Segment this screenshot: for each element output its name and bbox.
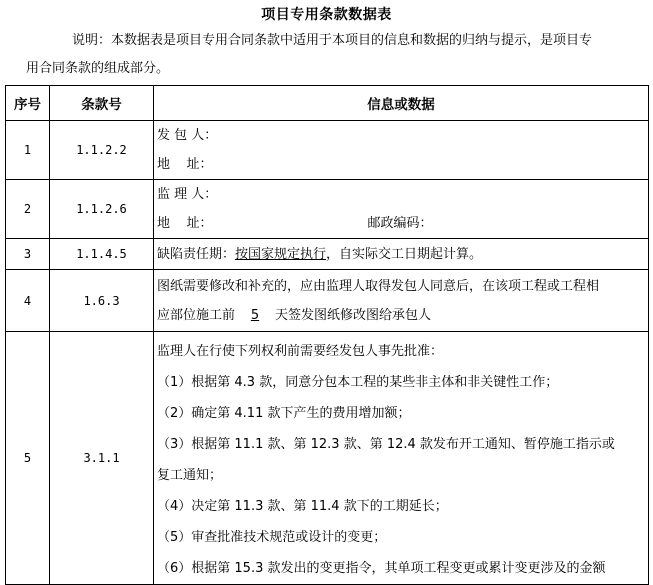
row-info: [154, 121, 649, 180]
drawing-revision-prefix: 应部位施工前: [157, 307, 236, 323]
table-row: [6, 239, 649, 270]
table-row: [6, 332, 649, 585]
header-clause-no: 条款号: [50, 86, 154, 121]
description-line-1: 说明：本数据表是项目专用合同条款中适用于本项目的信息和数据的归纳与提示，是项目专: [72, 33, 593, 48]
drawing-revision-days: 5: [250, 307, 260, 323]
approval-item: （4）决定第 11.3 款、第 11.4 款下的工期延长；: [157, 499, 448, 514]
defect-period-value: 按国家规定执行: [235, 246, 327, 262]
row-serial-no: 4: [6, 270, 50, 332]
approval-item: （2）确定第 4.11 款下产生的费用增加额；: [157, 406, 411, 421]
defect-period-line: [157, 240, 648, 269]
document-title: 项目专用条款数据表: [261, 7, 392, 23]
supervisor-label: 监 理 人：: [157, 187, 218, 202]
row-serial-no: 5: [6, 332, 50, 585]
supervisor-address-label: 地 址：: [157, 216, 213, 231]
employer-label: 发 包 人：: [157, 128, 218, 143]
row-clause-no: 1.6.3: [50, 270, 154, 332]
row-clause-no: 1.1.4.5: [50, 239, 154, 270]
row-serial-no: 2: [6, 180, 50, 239]
approval-item-continued: 复工通知；: [157, 468, 223, 483]
project-clause-data-table: [5, 85, 649, 585]
row-clause-no: 3.1.1: [50, 332, 154, 585]
drawing-revision-suffix: 天签发图纸修改图给承包人: [275, 307, 432, 323]
defect-period-suffix: ，自实际交工日期起计算。: [326, 246, 483, 262]
header-info: 信息或数据: [154, 86, 649, 121]
supervisor-address-line: [157, 209, 648, 238]
table-row: [6, 270, 649, 332]
table-header-row: [6, 86, 649, 121]
approval-intro: 监理人在行使下列权利前需要经发包人事先批准：: [157, 344, 444, 359]
description-line-2: 用合同条款的组成部分。: [26, 61, 170, 76]
row-clause-no: 1.1.2.6: [50, 180, 154, 239]
table-row: [6, 121, 649, 180]
drawing-revision-line-2: [157, 301, 648, 330]
approval-item: （5）审查批准技术规范或设计的变更；: [157, 530, 387, 545]
drawing-revision-line-1: 图纸需要修改和补充的，应由监理人取得发包人同意后，在该项工程或工程相: [157, 278, 600, 294]
row-clause-no: 1.1.2.2: [50, 121, 154, 180]
row-info: [154, 332, 649, 585]
row-info: [154, 180, 649, 239]
defect-period-label: 缺陷责任期：: [157, 246, 236, 262]
employer-address-label: 地 址：: [157, 157, 213, 172]
approval-item: （6）根据第 15.3 款发出的变更指令，其单项工程变更或累计变更涉及的金额: [157, 561, 606, 576]
row-info: [154, 270, 649, 332]
table-row: [6, 180, 649, 239]
approval-item: （3）根据第 11.1 款、第 12.3 款、第 12.4 款发布开工通知、暂停施工指示或: [157, 437, 615, 452]
row-serial-no: 3: [6, 239, 50, 270]
row-serial-no: 1: [6, 121, 50, 180]
row-info: [154, 239, 649, 270]
approval-item: （1）根据第 4.3 款，同意分包本工程的某些非主体和非关键性工作；: [157, 375, 559, 390]
header-serial-no: 序号: [6, 86, 50, 121]
postal-code-label: 邮政编码：: [367, 216, 433, 231]
